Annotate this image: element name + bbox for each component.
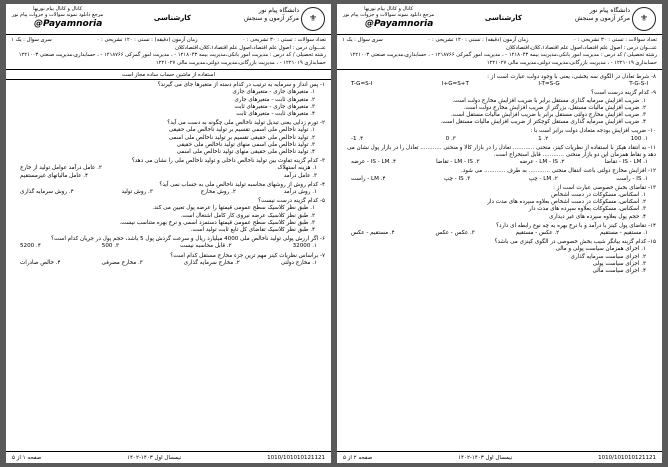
option[interactable]: ۲. روش مخارج (200, 189, 236, 196)
option[interactable]: ۲. اسکناس، مسکوکات در دست اشخاص بعلاوه سپرده های مدت دار (487, 199, 646, 206)
question-6: ۶- اگر ارزش پولی تولید ناخالص ملی 4000 میلیارد ریال و سرعت گردش پول 5 باشد، حجم پول در جریان کدام است؟ (51, 236, 325, 243)
question-12: ۱۲- افزایش مخارج دولتی باعث انتقال منحنی ............ به طرف ............ می شود. (460, 168, 656, 175)
option[interactable]: ۲. قابل محاسبه نیست (179, 243, 232, 250)
exam-time: زمان آزمون (دقیقه) : تستی : ۱۲۰ تشریحی : ۰ (96, 37, 198, 43)
option[interactable]: ۴. IS - LM - عرضه (351, 159, 397, 166)
question-1: ۱- پس انداز و سرمایه به ترتیب در کدام دسته از متغیرها جای می گیرند؟ (157, 82, 325, 89)
question-series: سری سوال : یک ۱ (11, 37, 52, 43)
option[interactable]: ۱. 100 (630, 135, 648, 142)
options-row (343, 136, 656, 143)
university-logo-icon: ⚜ (301, 7, 325, 31)
option[interactable]: ۲. 1 (538, 135, 549, 142)
channel-text: کانال و کانال پیام نوریها مرجع دانلود نمونه سوالات و جزوات پیام نور (12, 6, 104, 18)
question-13: ۱۳- تقاضای بخش خصوصی عبارت است از : (553, 184, 656, 191)
footer-term: نیمسال اول ۱۴۰۳-۱۴۰۲ (458, 454, 513, 461)
field-code: رشته تحصیلی / کد درس : مدیریت امور بانکی،مدیریت بیمه ۱۲۱۸۰۴۳ - ، مدیریت امور گمرکی ۱۲۱۸۷۶۶ - ، حسابداری،مدیریت صنعتی ۱۲۲۱۰۰۳ (349, 52, 657, 58)
option[interactable]: ۲. LM - IS - عرضه (519, 159, 565, 166)
question-4: ۴- کدام روش از روشهای محاسبه تولید ناخالص ملی به حساب نمی آید؟ (159, 181, 325, 188)
university-logo-icon: ⚜ (632, 7, 656, 31)
footer-page: صفحه ۱ از ۵ (12, 454, 42, 461)
page-header (337, 4, 662, 35)
exam-time: زمان آزمون (دقیقه) : تستی : ۱۲۰ تشریحی : ۰ (427, 37, 529, 43)
options-row (12, 260, 325, 267)
option[interactable]: ۳. عامل درآمد (283, 172, 317, 179)
option[interactable]: ۴. طبق نظر کلاسیک تقاضای کل تابع ثابت تولید است. (190, 227, 315, 234)
course-title: عنـــوان درس : اصول علم اقتصاد،اصول علم اقتصاد۱،کلان،اقتصادکلان (506, 44, 657, 51)
question-3: ۳- کدام گزینه تفاوت بین تولید ناخالص داخلی و تولید ناخالص ملی را نشان می دهد؟ (131, 158, 325, 165)
options-row (12, 173, 325, 180)
footer-code: 1010/101010121121 (598, 454, 656, 461)
option[interactable]: ۳. 0 (445, 135, 456, 142)
option[interactable]: ۱. روش درآمد (283, 189, 317, 196)
question-series: سری سوال : یک ۱ (342, 37, 383, 43)
option[interactable]: ۴. مستقیم - عکس (351, 230, 395, 237)
option[interactable]: ۴. 5200 (20, 243, 41, 250)
option[interactable]: ۱. هزینه استهلاک (277, 165, 317, 172)
calculator-note: استفاده از ماشین حساب ساده مجاز است (6, 72, 331, 80)
exam-info (6, 35, 331, 70)
field-code-2: حسابداری ۱۲۲۱۰۱۹ - ، مدیریت بازرگانی،مدیریت دولتی،مدیریت مالی ۱۲۲۱۰۲۷ (486, 59, 657, 66)
question-5: ۵- کدام گزینه درست نیست؟ (258, 198, 325, 205)
option[interactable]: ۱. اجرای همزمان سیاست پولی و مالی (555, 246, 646, 253)
question-7: ۷- براساس نظریات کینز مهم ترین جزء مخارج مستقل کدام است؟ (170, 252, 325, 259)
option[interactable]: ۳. روش تولید (121, 189, 153, 196)
option[interactable]: ۳. IS - چپ (443, 175, 471, 182)
option[interactable]: I-T=S-G (538, 81, 560, 88)
option[interactable]: ۲. عکس - مستقیم (515, 230, 560, 237)
option[interactable]: ۳. ضریب افزایش مخارج دولتی مستقل برابر با ضریب افزایش مالیات مستقل است. (450, 112, 646, 119)
page-footer (337, 451, 662, 463)
option[interactable]: ۳. عکس - عکس (435, 230, 475, 237)
option[interactable]: ۴. متغیرهای ثابت - متغیرهای ثابت (236, 111, 315, 118)
degree-level: کارشناسی (484, 14, 522, 22)
option[interactable]: I+G=S+T (441, 81, 469, 88)
option[interactable]: ۲. متغیرهای ثابت - متغیرهای جاری (234, 96, 315, 103)
option[interactable]: ۱. تولید ناخالص ملی اسمی تقسیم بر تولید ناخالص ملی حقیقی (168, 127, 315, 134)
question-14: ۱۴- تقاضای پول کینز با درآمد و با نرخ بهره به چه نوع رابطه ای دارد؟ (496, 222, 656, 229)
option[interactable]: ۴. حجم پول بعلاوه سپرده های غیر دیداری (548, 213, 646, 220)
option[interactable]: ۲. طبق نظر کلاسیک عرضه نیروی کار کامل اشتغال است. (180, 212, 315, 219)
option[interactable]: ۱. مستقیم - مستقیم (600, 230, 648, 237)
option[interactable]: ۳. اسکناس، مسکوکات بعلاوه سپرده های مدت دار (528, 206, 646, 213)
option[interactable]: ۴. اجرای سیاست مالی (592, 268, 646, 275)
option[interactable]: ۳. متغیرهای جاری - متغیرهای ثابت (234, 103, 315, 110)
channel-text: کانال و کانال پیام نوریها مرجع دانلود نمونه سوالات و جزوات پیام نور (343, 6, 435, 18)
option[interactable]: ۳. 500 (101, 243, 120, 250)
option[interactable]: ۲. عامل درآمد عوامل تولید از خارج (20, 165, 102, 172)
brand-watermark: @Payamnoria (365, 19, 434, 29)
option[interactable]: ۲. مخارج سرمایه گذاری (183, 259, 240, 266)
option[interactable]: ۱. طبق نظر کلاسیک سطح عمومی قیمتها را عرضه پول تعیین می کند. (152, 205, 315, 212)
course-title: عنـــوان درس : اصول علم اقتصاد،اصول علم اقتصاد۱،کلان،اقتصادکلان (175, 44, 326, 51)
option[interactable]: ۱. اسکناس، مسکوکات در دست اشخاص (551, 192, 646, 199)
question-11: ۱۱- به انتقاد هیکز با استفاده از نظریات کینز، منحنی ............ تعادل را در بازار کالا و منحنی ............ تعادل را در بازار پول نشان می دهد و نقاط همزمان این دو بازار منحنی ............ قابل استخراج است. (347, 144, 656, 159)
page-header (6, 4, 331, 35)
option[interactable]: ۲. LM - چپ (528, 175, 558, 182)
options-row (343, 159, 656, 166)
option[interactable]: ۱. مخارج دولتی (280, 259, 317, 266)
option[interactable]: ۳. مخارج مصرفی (101, 259, 143, 266)
question-10: ۱۰- ضریب افزایش بودجه متعادل دولت برابر است با : (530, 128, 656, 135)
footer-term: نیمسال اول ۱۴۰۳-۱۴۰۲ (127, 454, 182, 461)
option[interactable]: T-G=S-I (351, 81, 373, 88)
option[interactable]: ۱. 32000 (292, 243, 317, 250)
question-count: تعداد سوالات : تستی : ۳۰ تشریحی : ۰ (242, 37, 326, 43)
option[interactable]: ۳. اجرای سیاست پولی (592, 260, 646, 267)
option[interactable]: ۲. ضریب افزایش مالیات مستقل، بزرگتر از ضریب افزایش مخارج دولت است. (463, 104, 646, 111)
university-name: دانشگاه پیام نور مرکز آزمون و سنجش (244, 7, 299, 22)
option[interactable]: ۲. تولید ناخالص ملی حقیقی تقسیم بر تولید ناخالص ملی اسمی (168, 134, 315, 141)
option[interactable]: ۱. متغیرهای جاری - متغیرهای جاری (232, 89, 315, 96)
option[interactable]: ۳. LM - IS - تقاضا (436, 159, 480, 166)
options-row (343, 176, 656, 183)
options-row (12, 189, 325, 196)
questions (337, 70, 662, 277)
option[interactable]: ۳. تولید ناخالص ملی اسمی منهای تولید ناخالص ملی حقیقی (176, 141, 315, 148)
options-row (12, 243, 325, 250)
option[interactable]: T-G-S-I (629, 81, 648, 88)
option[interactable]: ۱. ضریب افزایش سرمایه گذاری مستقل برابر با ضریب افزایش مخارج دولت است. (452, 97, 646, 104)
option[interactable]: ۲. اجرای سیاست سرمایه گذاری (570, 253, 646, 260)
footer-page: صفحه ۲ از ۵ (343, 454, 373, 461)
options-row (12, 165, 325, 172)
question-2: ۲- تورم زدایی یعنی تبدیل تولید ناخالص ملی چگونه به دست می آید؟ (167, 120, 325, 127)
exam-page-2 (337, 4, 662, 463)
page-footer (6, 451, 331, 463)
footer-code: 1010/101010121121 (267, 454, 325, 461)
options-row (343, 81, 656, 88)
question-8: ۸- شرط تعادل در الگوی سه بخشی، یعنی با وجود دولت عبارت است از : (487, 74, 656, 80)
question-9: ۹- کدام گزینه درست است؟ (591, 90, 656, 97)
question-15: ۱۵- کدام گزینه بیانگر شیب بخش خصوصی در الگوی کینزی می باشد؟ (494, 239, 656, 246)
option[interactable]: ۳. طبق نظر کلاسیک سطح عمومی قیمتها دستمزد اسمی و نرخ بهره متناسب نیست. (119, 219, 315, 226)
option[interactable]: ۱. IS - راست (616, 175, 648, 182)
option[interactable]: ۴. عامل مالیاتهای غیرمستقیم (20, 172, 89, 179)
exam-info (337, 35, 662, 70)
option[interactable]: ۴. 1- (351, 135, 364, 142)
exam-page-1 (6, 4, 331, 463)
option[interactable]: ۴. تولید ناخالص ملی حقیقی منهای تولید ناخالص ملی اسمی (176, 149, 315, 156)
option[interactable]: ۴. ضریب افزایش سرمایه گذاری مستقل کوچکتر از ضریب افزایش مالیات مستقل است. (440, 119, 646, 126)
options-row (343, 230, 656, 237)
degree-level: کارشناسی (153, 14, 191, 22)
brand-watermark: @Payamnoria (34, 19, 103, 29)
field-code: رشته تحصیلی / کد درس : مدیریت امور بانکی،مدیریت بیمه ۱۲۱۸۰۴۳ - ، مدیریت امور گمرکی ۱۲۱۸۷۶۶ - ، حسابداری،مدیریت صنعتی ۱۲۲۱۰۰۳ (18, 52, 326, 58)
university-name: دانشگاه پیام نور مرکز آزمون و سنجش (575, 7, 630, 22)
field-code-2: حسابداری ۱۲۲۱۰۱۹ - ، مدیریت بازرگانی،مدیریت دولتی،مدیریت مالی ۱۲۲۱۰۲۷ (155, 59, 326, 66)
option[interactable]: ۴. خالص صادرات (20, 259, 61, 266)
questions (6, 70, 331, 269)
option[interactable]: ۱. IS - LM - تقاضا (604, 159, 648, 166)
option[interactable]: ۴. LM - راست (351, 175, 386, 182)
option[interactable]: ۴. روش سرمایه گذاری (20, 189, 74, 196)
question-count: تعداد سوالات : تستی : ۳۰ تشریحی : ۰ (573, 37, 657, 43)
